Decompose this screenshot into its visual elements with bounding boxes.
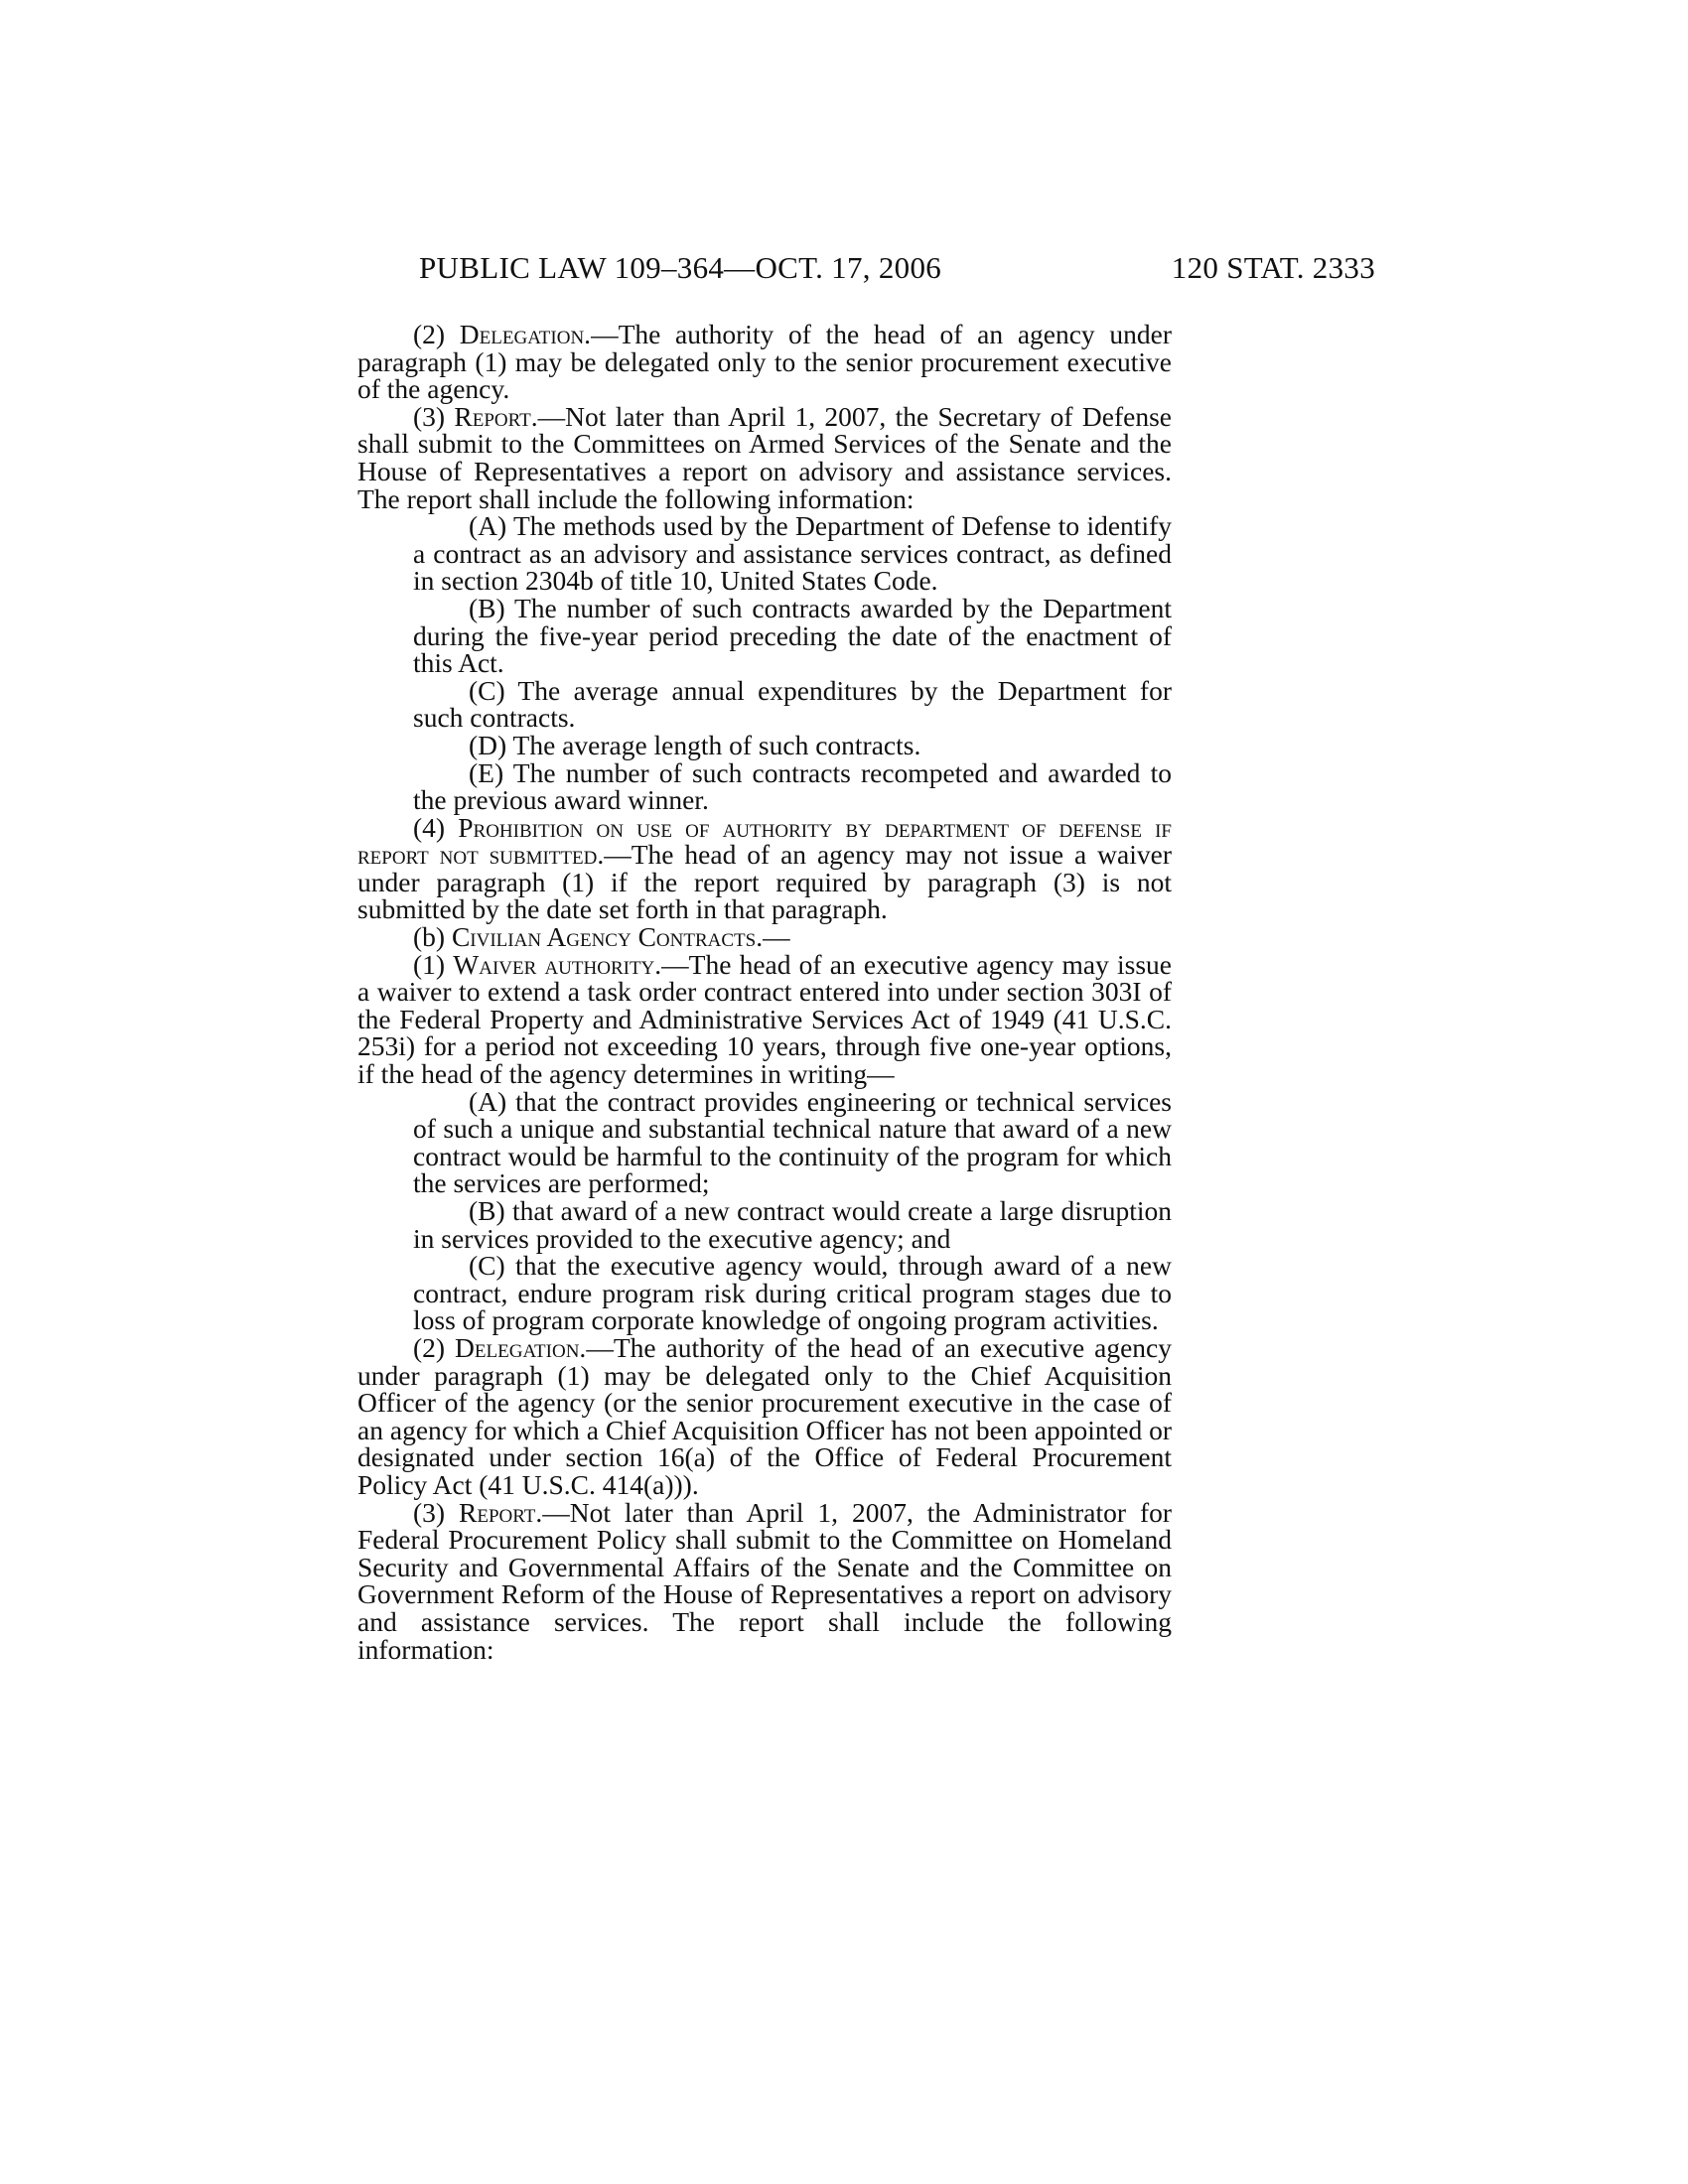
running-head [357, 250, 1375, 290]
paragraph-text: —Not later than April 1, 2007, the Secretary of Defense shall submit to the Committees on Armed Services of the Senate and the House of Representatives a report on advisory and assistance services. The report shall include the following information: [357, 400, 1172, 514]
paragraph-b3-report [357, 1496, 1173, 1665]
paragraph-number: (2) [413, 319, 446, 349]
subparagraph-a3-E: (E) The number of such contracts recompeted and awarded to the previous award winner. [413, 756, 1172, 816]
paragraph-text: —The head of an executive agency may issue a waiver to extend a task order contract entered into under section 303I of the Federal Property and Administrative Services Act of 1949 (41 U.S.C. 253i) for a period not exceeding 10 years, through five one-year options, if the head of the agency determines in writing— [357, 948, 1173, 1090]
paragraph-a3-report [357, 400, 1172, 514]
paragraph-b1-waiver-authority [357, 948, 1173, 1090]
paragraph-number: (1) [413, 948, 446, 980]
subsection-b-civilian-agency-contracts [357, 923, 1172, 951]
body-text [357, 321, 1172, 1663]
paragraph-number: (2) [413, 1331, 446, 1363]
paragraph-heading: Report. [459, 1496, 543, 1528]
paragraph-a2-delegation [357, 321, 1172, 403]
subsection-number: (b) [413, 921, 446, 953]
paragraph-number: (3) [413, 400, 446, 432]
paragraph-number: (4) [413, 811, 446, 843]
subparagraph-b1-A: (A) that the contract provides engineering or technical services of such a unique and substantial technical nature that award of a new contract would be harmful to the continuity of the program for which the services are performed; [413, 1085, 1172, 1199]
paragraph-heading: Prohibition on use of authority by department of defense if report not submitted. [357, 811, 1172, 871]
paragraph-heading: Delegation. [455, 1331, 587, 1363]
paragraph-a4-prohibition [357, 811, 1172, 925]
subsection-heading: Civilian Agency Contracts. [451, 921, 764, 953]
subsection-text: — [763, 921, 790, 953]
subparagraph-b1-B: (B) that award of a new contract would create a large disruption in services provided to the executive agency; and [413, 1195, 1172, 1254]
paragraph-heading: Delegation. [459, 319, 592, 349]
paragraph-text: —The authority of the head of an executive agency under paragraph (1) may be delegated only to the Chief Acquisition Officer of the agency (or the senior procurement executive in the case of an agency for which a Chief Acquisition Officer has not been appointed or designated under section 16(a) of the Office of Federal Procurement Policy Act (41 U.S.C. 414(a))). [357, 1331, 1173, 1500]
subparagraph-a3-B: (B) The number of such contracts awarded by the Department during the five-year period preceding the date of the enactment of this Act. [413, 592, 1172, 679]
subparagraph-a3-D: (D) The average length of such contracts. [469, 729, 921, 760]
page-number: 120 STAT. 2333 [1171, 250, 1375, 285]
paragraph-text: —The head of an agency may not issue a waiver under paragraph (1) if the report required by paragraph (3) is not submitted by the date set forth in that paragraph. [357, 839, 1172, 925]
subparagraph-a3-C: (C) The average annual expenditures by the Department for such contracts. [413, 674, 1172, 734]
paragraph-heading: Waiver authority. [453, 948, 662, 980]
paragraph-text: —Not later than April 1, 2007, the Administrator for Federal Procurement Policy shall submit to the Committee on Homeland Security and Governmental Affairs of the Senate and the Committee on Government Reform of the House of Representatives a report on advisory and assistance services. The report shall include the following information: [357, 1496, 1173, 1665]
paragraph-number: (3) [413, 1496, 446, 1528]
paragraph-b2-delegation [357, 1331, 1173, 1500]
page-header-title: PUBLIC LAW 109–364—OCT. 17, 2006 [419, 250, 942, 285]
paragraph-heading: Report. [454, 400, 538, 432]
paragraph-text: —The authority of the head of an agency under paragraph (1) may be delegated only to the senior procurement executive of the agency. [357, 319, 1172, 405]
subparagraph-a3-A: (A) The methods used by the Department of Defense to identify a contract as an advisory and assistance services contract, as defined in section 2304b of title 10, United States Code. [413, 510, 1172, 597]
subparagraph-b1-C: (C) that the executive agency would, through award of a new contract, endure program risk during critical program stages due to loss of program corporate knowledge of ongoing program activities. [413, 1250, 1172, 1336]
